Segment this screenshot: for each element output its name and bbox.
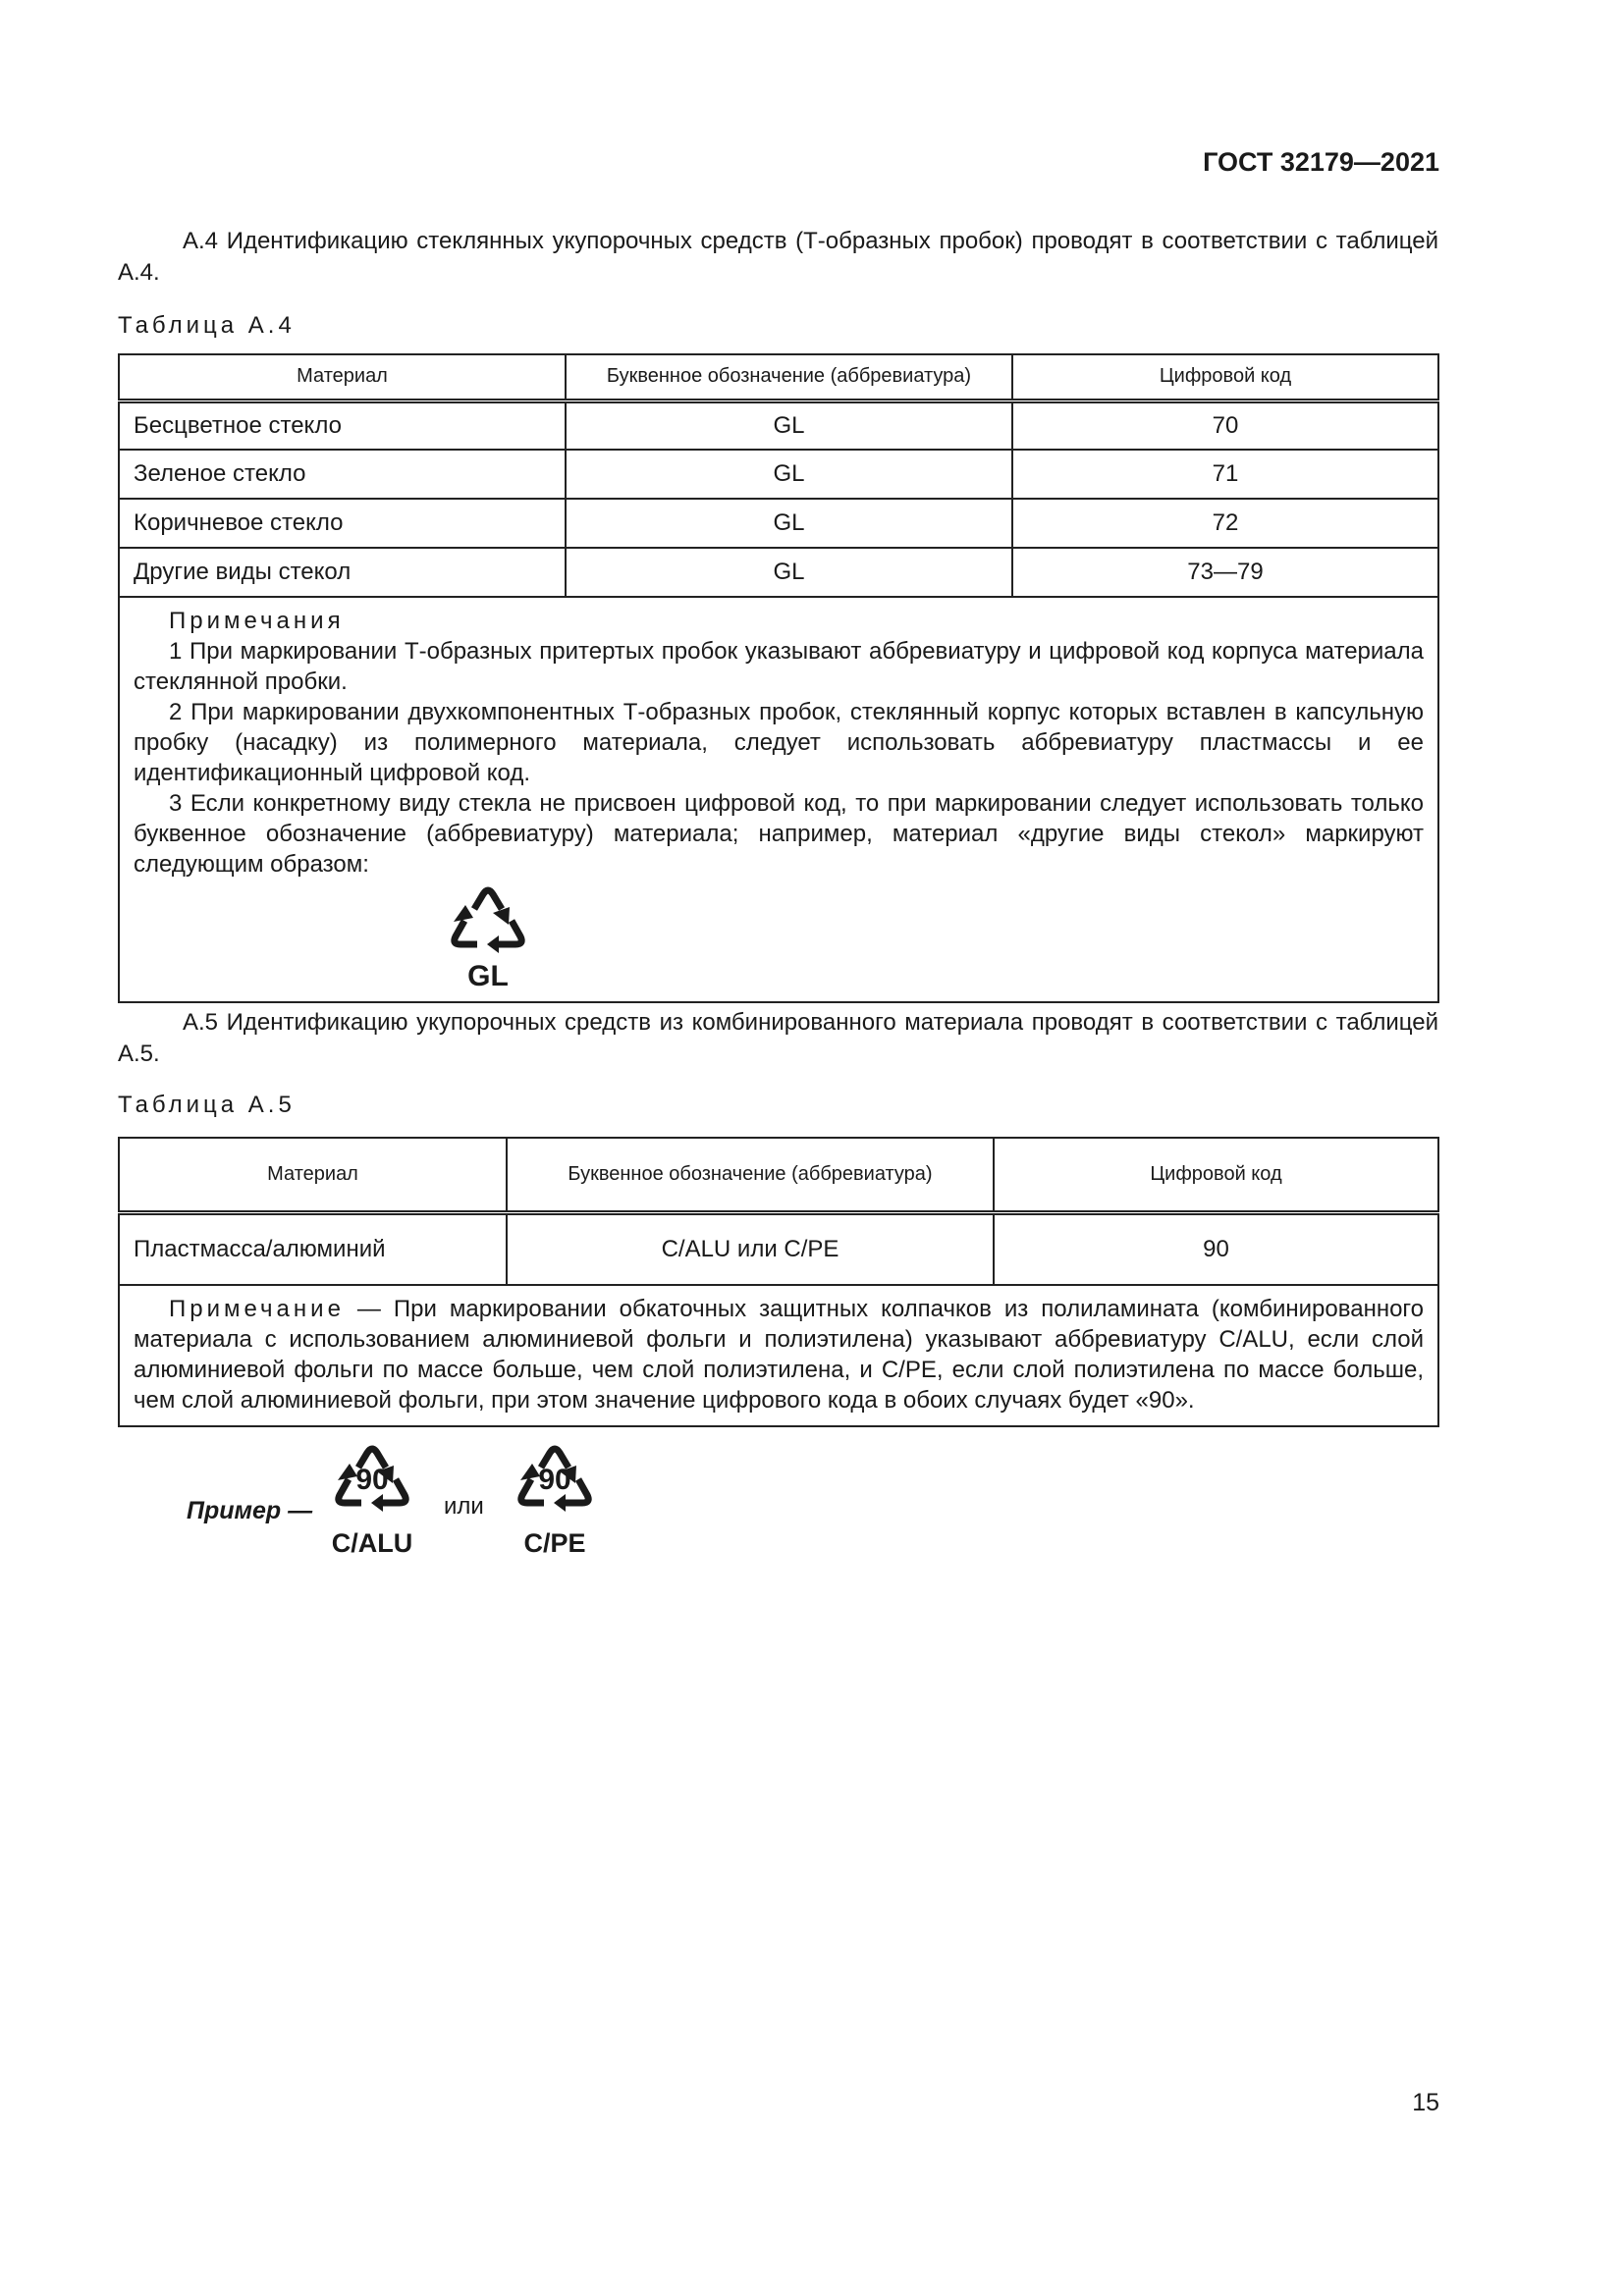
note-3: 3 Если конкретному виду стекла не присвоен цифровой код, то при маркировании следует использовать только буквенное обозначение (аббревиатуру) материала; например, материал «другие виды стекол» маркируют следующим образом: <box>134 790 1424 878</box>
cell-abbreviation: GL <box>566 450 1012 499</box>
cell-abbreviation: GL <box>566 499 1012 548</box>
table-header-row <box>119 354 1438 400</box>
table-row <box>119 400 1438 450</box>
header-code: Цифровой код <box>1012 354 1438 400</box>
header-abbreviation: Буквенное обозначение (аббревиатура) <box>566 354 1012 400</box>
paragraph-a5: А.5 Идентификацию укупорочных средств из комбинированного материала проводят в соответствии с таблицей А.5. <box>118 1009 1438 1067</box>
recycle-label: C/PE <box>523 1528 586 1558</box>
cell-code: 71 <box>1012 450 1438 499</box>
cell-material: Другие виды стекол <box>119 548 566 597</box>
cell-material: Зеленое стекло <box>119 450 566 499</box>
note-2: 2 При маркировании двухкомпонентных Т-образных пробок, стеклянный корпус которых вставлен в капсульную пробку (насадку) из полимерного материала, следует использовать аббревиатуру пластмассы и ее идентификационный цифровой код. <box>134 699 1424 786</box>
or-word: или <box>444 1493 484 1520</box>
table-row <box>119 548 1438 597</box>
table-notes-row <box>119 597 1438 1002</box>
cell-material: Пластмасса/алюминий <box>119 1212 507 1285</box>
header-code: Цифровой код <box>994 1138 1438 1212</box>
recycle-label: C/ALU <box>331 1528 413 1558</box>
note-body: — При маркировании обкаточных защитных колпачков из полиламината (комбинированного материала с использованием алюминиевой фольги и полиэтилена) указывают аббревиатуру С/ALU, если слой алюминиевой фольги по массе больше, чем слой полиэтилена, и С/PE, если слой полиэтилена по массе больше, чем слой алюминиевой фольги, при этом значение цифрового кода в обоих случаях будет «90». <box>134 1296 1424 1414</box>
note-title: Примечание <box>169 1296 345 1322</box>
header-material: Материал <box>119 1138 507 1212</box>
recycle-gl-label: GL <box>467 960 509 991</box>
cell-material: Бесцветное стекло <box>119 400 566 450</box>
table-row <box>119 499 1438 548</box>
table-header-row <box>119 1138 1438 1212</box>
cell-abbreviation: GL <box>566 400 1012 450</box>
cell-code: 90 <box>994 1212 1438 1285</box>
table-a5-caption: Таблица А.5 <box>118 1092 296 1118</box>
header-material: Материал <box>119 354 566 400</box>
table-a5 <box>118 1137 1439 1427</box>
table-a4 <box>118 353 1439 1003</box>
table-row <box>119 450 1438 499</box>
recycle-code: 90 <box>355 1464 389 1496</box>
recycle-code: 90 <box>538 1464 571 1496</box>
recycle-c-pe-icon <box>501 1428 609 1566</box>
notes-cell <box>119 1285 1438 1426</box>
header-abbreviation: Буквенное обозначение (аббревиатура) <box>507 1138 994 1212</box>
document-code: ГОСТ 32179—2021 <box>1203 147 1439 177</box>
cell-abbreviation: С/ALU или С/PE <box>507 1212 994 1285</box>
note-text <box>134 1294 1424 1415</box>
recycle-gl-icon <box>434 866 542 991</box>
paragraph-a4: А.4 Идентификацию стеклянных укупорочных средств (Т-образных пробок) проводят в соответствии с таблицей А.4. <box>118 228 1438 286</box>
notes-cell <box>119 597 1438 1002</box>
cell-material: Коричневое стекло <box>119 499 566 548</box>
table-a4-caption: Таблица А.4 <box>118 312 296 339</box>
page-number: 15 <box>1412 2089 1439 2116</box>
note-1: 1 При маркировании Т-образных притертых пробок указывают аббревиатуру и цифровой код корпуса материала стеклянной пробки. <box>134 638 1424 695</box>
example-label: Пример — <box>187 1497 313 1524</box>
example-block <box>187 1428 658 1566</box>
table-row <box>119 1212 1438 1285</box>
recycle-c-alu-icon <box>318 1428 426 1566</box>
table-notes-row <box>119 1285 1438 1426</box>
cell-code: 70 <box>1012 400 1438 450</box>
cell-abbreviation: GL <box>566 548 1012 597</box>
cell-code: 72 <box>1012 499 1438 548</box>
cell-code: 73—79 <box>1012 548 1438 597</box>
notes-title: Примечания <box>169 608 345 634</box>
